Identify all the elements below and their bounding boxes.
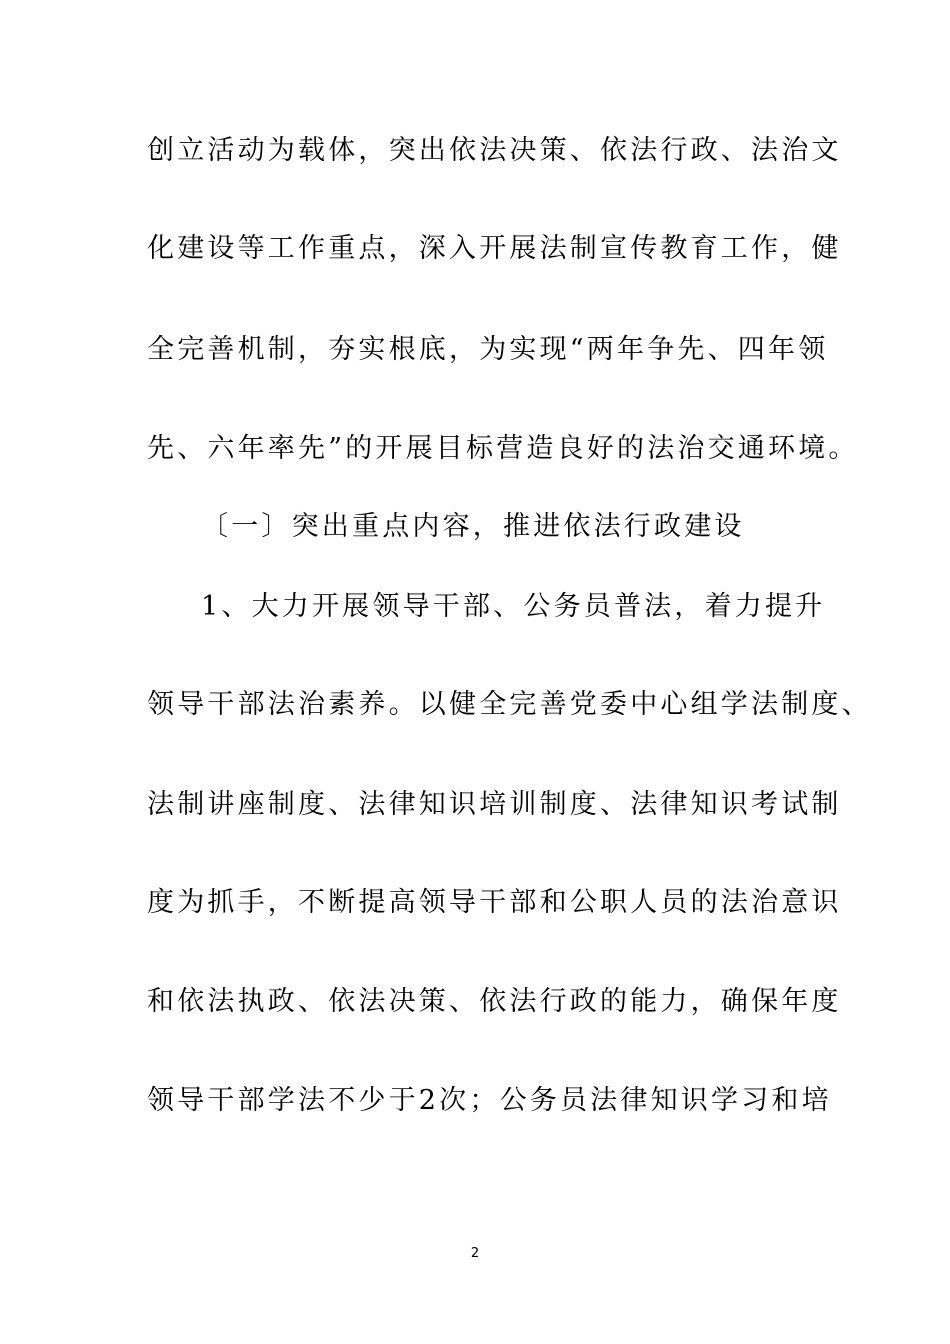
page-number: 2 <box>470 1246 480 1261</box>
section-heading: 〔一〕突出重点内容，推进依法行政建设 <box>201 511 745 542</box>
body-text-line: 化建设等工作重点，深入开展法制宣传教育工作，健 <box>147 233 842 264</box>
body-text-line: 和依法执政、依法决策、依法行政的能力，确保年度 <box>147 986 842 1017</box>
body-text-line: 领导干部法治素养。以健全完善党委中心组学法制度、 <box>147 689 872 720</box>
body-text-line: 法制讲座制度、法律知识培训制度、法律知识考试制 <box>147 789 842 820</box>
body-text-line: 创立活动为载体，突出依法决策、依法行政、法治文 <box>147 135 842 166</box>
body-text-line: 度为抓手，不断提高领导干部和公职人员的法治意识 <box>147 887 842 918</box>
body-text-line: 领导干部学法不少于2次；公务员法律知识学习和培 <box>147 1085 832 1116</box>
body-text-line: 先、六年率先”的开展目标营造良好的法治交通环境。 <box>147 433 859 464</box>
body-text-line: 1、大力开展领导干部、公务员普法，着力提升 <box>201 591 826 622</box>
body-text-line: 全完善机制，夯实根底，为实现“两年争先、四年领 <box>147 334 829 365</box>
